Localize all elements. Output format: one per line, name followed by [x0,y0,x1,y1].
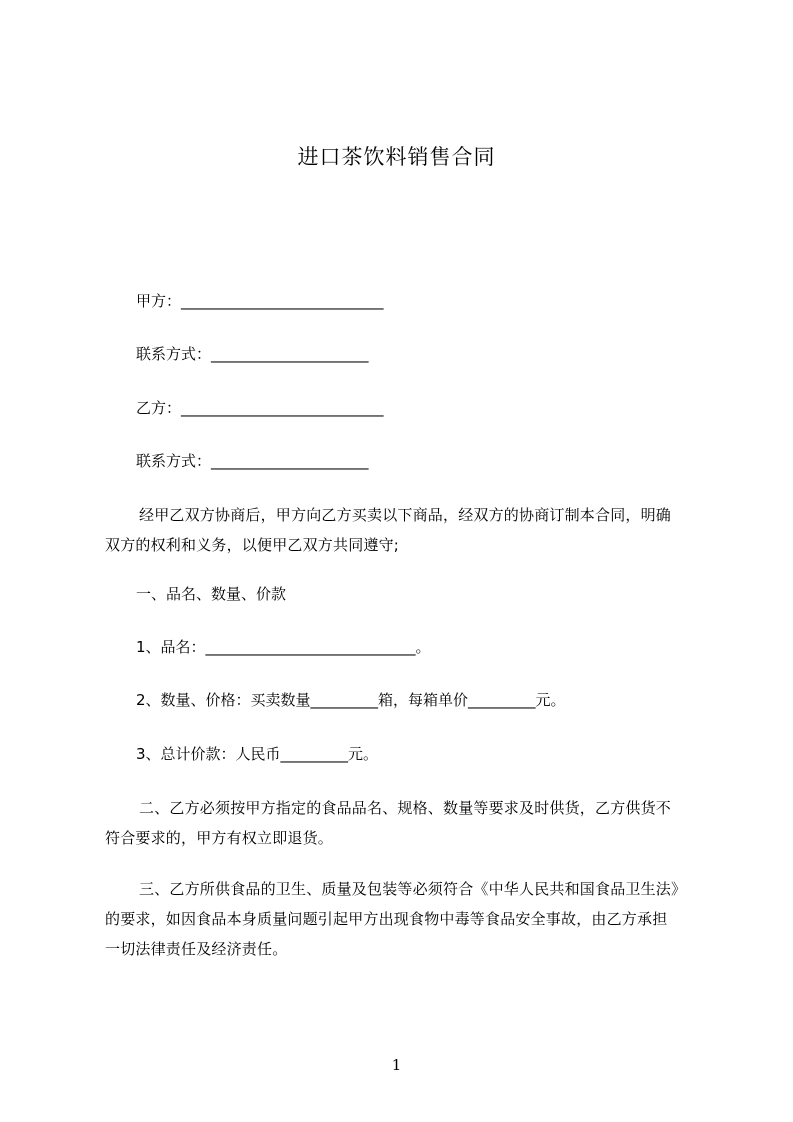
section-3-line-3: 一切法律责任及经济责任。 [105,940,288,958]
intro-line-1: 经甲乙双方协商后，甲方向乙方买卖以下商品，经双方的协商订制本合同，明确 [139,506,672,524]
section-1-heading: 一、品名、数量、价款 [136,585,287,603]
section-3-paragraph [105,874,705,964]
item-1-product-name: 1、品名：____________________________。 [136,638,431,656]
section-2-line-1: 二、乙方必须按甲方指定的食品品名、规格、数量等要求及时供货，乙方供货不 [139,799,672,817]
party-b-contact-line: 联系方式：_____________________ [136,452,369,470]
intro-line-2: 双方的权利和义务，以便甲乙双方共同遵守; [105,536,400,554]
party-a-contact-line: 联系方式：_____________________ [136,345,369,363]
item-3-total-price: 3、总计价款：人民币_________元。 [136,745,379,763]
section-2-line-2: 符合要求的，甲方有权立即退货。 [105,829,334,847]
section-3-line-1: 三、乙方所供食品的卫生、质量及包装等必须符合《中华人民共和国食品卫生法》 [139,880,687,898]
item-2-quantity-price: 2、数量、价格：买卖数量_________箱，每箱单价_________元。 [136,691,566,709]
section-2-paragraph [105,793,705,853]
intro-paragraph [105,500,705,560]
party-a-line: 甲方：___________________________ [136,292,384,310]
page-number: 1 [391,1056,402,1074]
contract-title: 进口茶饮料销售合同 [297,145,496,169]
party-b-line: 乙方：___________________________ [136,399,384,417]
section-3-line-2: 的要求，如因食品本身质量问题引起甲方出现食物中毒等食品安全事故，由乙方承担 [105,910,668,928]
